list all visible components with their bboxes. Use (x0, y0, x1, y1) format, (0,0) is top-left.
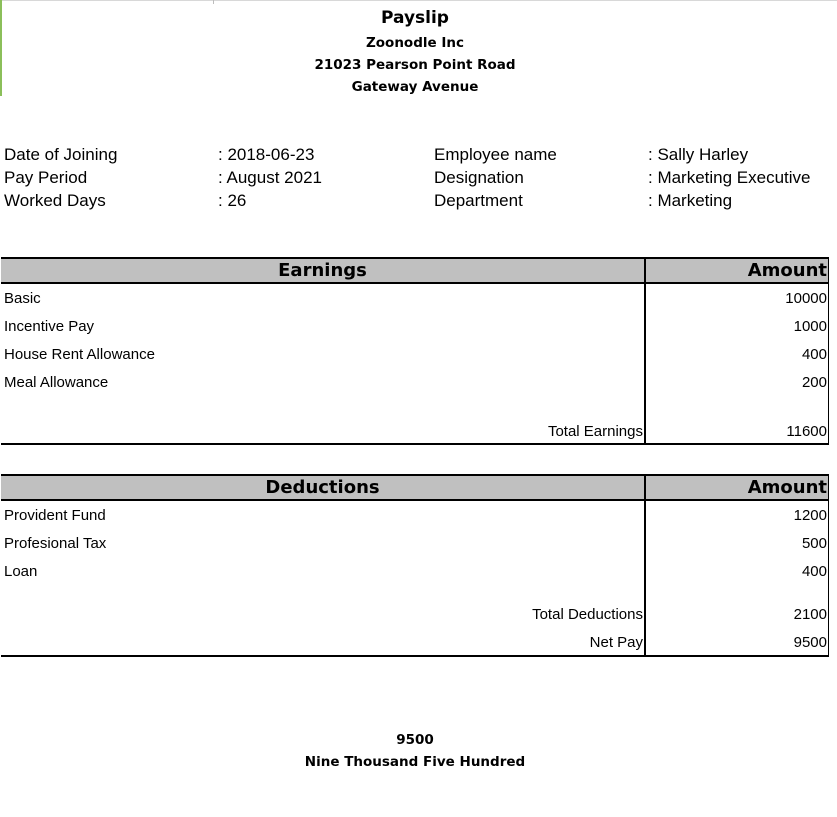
deductions-amount-heading: Amount (747, 477, 827, 498)
payslip-title: Payslip (381, 8, 449, 28)
net-pay-amount: 9500 (793, 634, 827, 651)
company-name: Zoonodle Inc (365, 35, 464, 51)
total-deductions-label: Total Deductions (532, 606, 643, 623)
designation-value: : Marketing Executive (648, 168, 811, 187)
total-earnings-amount: 11600 (786, 423, 827, 440)
net-pay-in-words: Nine Thousand Five Hundred (304, 754, 526, 770)
deduction-loan-label: Loan (4, 563, 38, 580)
deductions-heading: Deductions (265, 477, 380, 498)
earnings-column-divider (644, 257, 646, 445)
earnings-header-row (1, 257, 829, 284)
earning-hra-label: House Rent Allowance (4, 346, 155, 363)
worked-days-label: Worked Days (4, 191, 106, 210)
earnings-right-border (828, 257, 829, 445)
department-label: Department (434, 191, 523, 210)
date-of-joining-label: Date of Joining (4, 145, 118, 164)
net-pay-figure: 9500 (396, 732, 434, 748)
sheet-top-edge (0, 0, 837, 1)
deductions-header-row (1, 474, 829, 501)
pay-period-value: : August 2021 (218, 168, 322, 187)
deductions-column-divider (644, 474, 646, 657)
total-deductions-amount: 2100 (793, 606, 827, 623)
earning-meal-amount: 200 (801, 374, 827, 391)
earning-basic-amount: 10000 (785, 290, 827, 307)
employee-name-label: Employee name (434, 145, 557, 164)
earnings-bottom-border (1, 443, 829, 445)
total-earnings-label: Total Earnings (547, 423, 643, 440)
sheet-column-mark (213, 0, 214, 4)
deduction-tax-label: Profesional Tax (4, 535, 107, 552)
deductions-right-border (828, 474, 829, 657)
earning-incentive-label: Incentive Pay (4, 318, 95, 335)
earnings-amount-heading: Amount (747, 260, 827, 281)
earning-basic-label: Basic (4, 290, 41, 307)
deduction-loan-amount: 400 (801, 563, 827, 580)
employee-name-value: : Sally Harley (648, 145, 749, 164)
deductions-bottom-border (1, 655, 829, 657)
net-pay-label: Net Pay (589, 634, 643, 651)
worked-days-value: : 26 (218, 191, 247, 210)
department-value: : Marketing (648, 191, 733, 210)
deduction-pf-label: Provident Fund (4, 507, 106, 524)
deduction-tax-amount: 500 (801, 535, 827, 552)
earning-hra-amount: 400 (801, 346, 827, 363)
pay-period-label: Pay Period (4, 168, 88, 187)
company-address-line2: Gateway Avenue (351, 79, 479, 95)
earnings-heading: Earnings (278, 260, 367, 281)
earning-incentive-amount: 1000 (793, 318, 827, 335)
earning-meal-label: Meal Allowance (4, 374, 109, 391)
date-of-joining-value: : 2018-06-23 (218, 145, 315, 164)
designation-label: Designation (434, 168, 524, 187)
company-address-line1: 21023 Pearson Point Road (314, 57, 516, 73)
deduction-pf-amount: 1200 (793, 507, 827, 524)
